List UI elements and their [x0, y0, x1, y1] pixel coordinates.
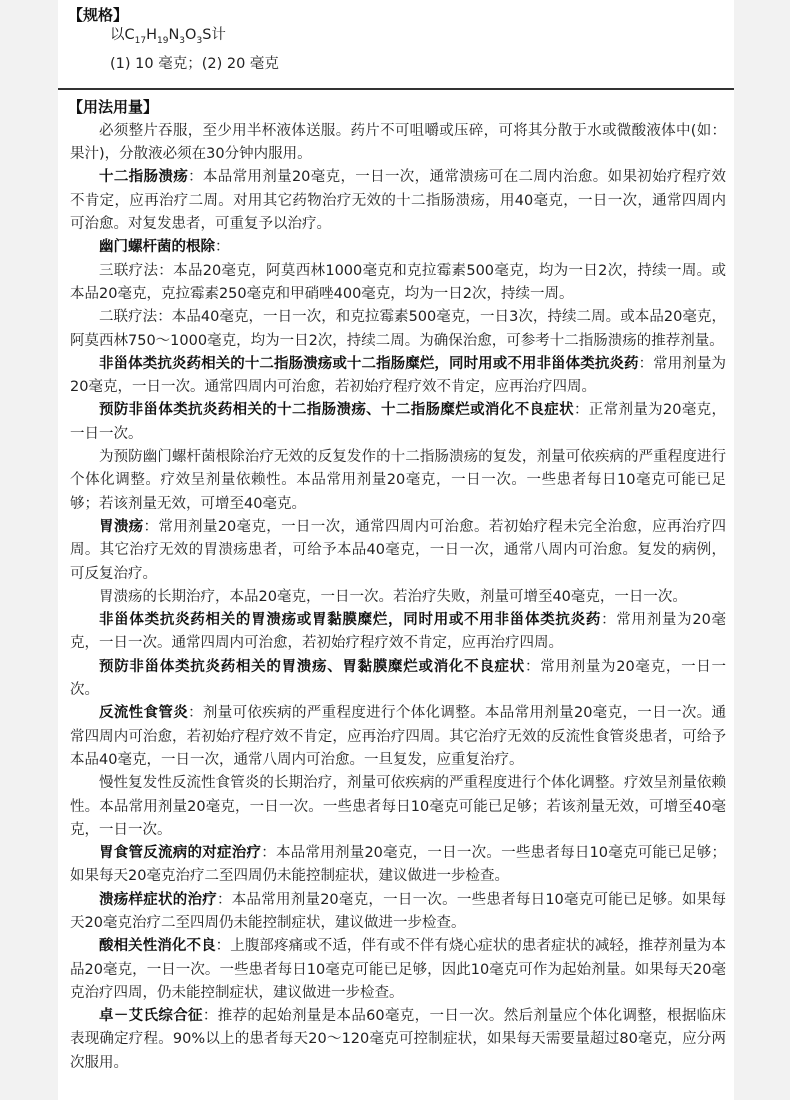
paragraph-text: ：常用剂量为20毫克，一日一次。通常四周内可治愈，若初始疗程疗效不肯定，应再治疗四周。 [70, 355, 727, 396]
spec-heading: 【规格】 [68, 6, 129, 24]
formula-element: C [124, 27, 135, 43]
paragraph-text: 胃溃疡的长期治疗，本品20毫克，一日一次。若治疗失败，剂量可增至40毫克，一日一次。 [99, 588, 687, 605]
indication-title: 幽门螺杆菌的根除 [99, 239, 215, 256]
paragraph-text: 必须整片吞服，至少用半杯液体送服。药片不可咀嚼或压碎，可将其分散于水或微酸液体中(如：果汁)，分散液必须在30分钟内服用。 [70, 122, 726, 163]
strengths-line: (1) 10 毫克；(2) 20 毫克 [110, 55, 279, 72]
formula-subscript: 3 [179, 35, 186, 46]
paragraph-text: 为预防幽门螺杆菌根除治疗无效的反复发作的十二指肠溃疡的复发，剂量可依疾病的严重程度进行个体化调整。疗效呈剂量依赖性。本品常用剂量20毫克，一日一次。一些患者每日10毫克可能已足够；若该剂量无效，可增至40毫克。 [70, 449, 726, 512]
indication-title: 反流性食管炎 [99, 705, 189, 722]
usage-paragraph [70, 935, 726, 1005]
usage-paragraph [70, 609, 726, 656]
formula-element: H [146, 27, 157, 43]
paragraph-text: ：本品常用剂量20毫克，一日一次，通常溃疡可在二周内治愈。如果初始疗程疗效不肯定，应再治疗二周。对用其它药物治疗无效的十二指肠溃疡，用40毫克，一日一次，通常四周内可治愈。对复发患者，可重复予以治疗。 [70, 169, 727, 233]
paragraph-text: ：本品常用剂量20毫克，一日一次。一些患者每日10毫克可能已足够。如果每天20毫克治疗二至四周仍未能控制症状，建议做进一步检查。 [70, 891, 726, 931]
indication-title: 胃食管反流病的对症治疗 [99, 845, 262, 862]
usage-paragraph [70, 236, 726, 259]
formula-prefix: 以 [110, 27, 125, 43]
usage-paragraph [70, 120, 726, 167]
indication-title: 溃疡样症状的治疗 [99, 891, 217, 908]
usage-paragraph [70, 586, 726, 609]
usage-body [58, 116, 734, 1075]
usage-paragraph [70, 399, 726, 446]
indication-title: 胃溃疡 [99, 518, 144, 535]
usage-paragraph [70, 446, 726, 516]
paragraph-text: ：常用剂量为20毫克，一日一次。通常四周内可治愈，若初始疗程疗效不肯定，应再治疗四周。 [70, 612, 727, 652]
paragraph-text: ：正常剂量为20毫克，一日一次。 [70, 402, 727, 442]
paragraph-text: 三联疗法：本品20毫克，阿莫西林1000毫克和克拉霉素500毫克，均为一日2次，持续一周。或本品20毫克，克拉霉素250毫克和甲硝唑400毫克，均为一日2次，持续一周。 [70, 262, 726, 302]
usage-paragraph [70, 842, 726, 889]
paragraph-text: ：剂量可依疾病的严重程度进行个体化调整。本品常用剂量20毫克，一日一次。通常四周内可治愈，若初始疗程疗效不肯定，应再治疗四周。其它治疗无效的反流性食管炎患者，可给予本品40毫克，一日一次，通常八周内可治愈。一旦复发，应重复治疗。 [70, 705, 727, 768]
usage-paragraph [70, 889, 726, 936]
paragraph-text: 二联疗法：本品40毫克，一日一次，和克拉霉素500毫克，一日3次，持续二周。或本品20毫克，阿莫西林750～1000毫克，均为一日2次，持续二周。为确保治愈，可参考十二指肠溃疡的推荐剂量。 [70, 309, 726, 349]
paragraph-text: ：本品常用剂量20毫克，一日一次。一些患者每日10毫克可能已足够；如果每天20毫克治疗二至四周仍未能控制症状，建议做进一步检查。 [70, 845, 727, 885]
usage-paragraph [70, 260, 726, 307]
usage-paragraph [70, 656, 726, 703]
paragraph-text: 慢性复发性反流性食管炎的长期治疗，剂量可依疾病的严重程度进行个体化调整。疗效呈剂量依赖性。本品常用剂量20毫克，一日一次。一些患者每日10毫克可能已足够；若该剂量无效，可增至40毫克，一日一次。 [70, 775, 726, 838]
indication-title: 酸相关性消化不良 [99, 938, 216, 955]
indication-title: 预防非甾体类抗炎药相关的十二指肠溃疡、十二指肠糜烂或消化不良症状 [99, 402, 574, 419]
formula-subscript: 3 [196, 35, 203, 46]
usage-paragraph [70, 166, 726, 236]
formula-line [110, 24, 734, 53]
usage-paragraph [70, 306, 726, 353]
formula-suffix: 计 [211, 27, 226, 43]
formula-element: N [168, 27, 180, 43]
indication-title: 卓－艾氏综合征 [99, 1008, 203, 1025]
chemical-formula [124, 27, 212, 46]
usage-paragraph [70, 516, 726, 586]
usage-paragraph [70, 702, 726, 772]
spec-content [58, 24, 734, 76]
usage-heading: 【用法用量】 [58, 88, 734, 116]
paragraph-text: ：推荐的起始剂量是本品60毫克，一日一次。然后剂量应个体化调整，根据临床表现确定疗程。90%以上的患者每天20～120毫克可控制症状，如果每天需要量超过80毫克，应分两次服用。 [70, 1008, 727, 1071]
paragraph-text: ：常用剂量为20毫克，一日一次。 [70, 658, 726, 699]
indication-title: 非甾体类抗炎药相关的十二指肠溃疡或十二指肠糜烂，同时用或不用非甾体类抗炎药 [99, 355, 639, 372]
indication-title: 预防非甾体类抗炎药相关的胃溃疡、胃黏膜糜烂或消化不良症状 [99, 658, 525, 675]
document-page [58, 0, 734, 1100]
paragraph-text: ：上腹部疼痛或不适，伴有或不伴有烧心症状的患者症状的减轻，推荐剂量为本品20毫克，一日一次。一些患者每日10毫克可能已足够，因此10毫克可作为起始剂量。如果每天20毫克治疗四周，仍未能控制症状，建议做进一步检查。 [70, 938, 727, 1001]
usage-paragraph [70, 353, 726, 400]
usage-paragraph [70, 772, 726, 842]
paragraph-text: ： [215, 239, 230, 256]
usage-paragraph [70, 1005, 726, 1075]
paragraph-text: ：常用剂量20毫克，一日一次，通常四周内可治愈。若初始疗程未完全治愈，应再治疗四周。其它治疗无效的胃溃疡患者，可给予本品40毫克，一日一次，通常八周内可治愈。复发的病例，可反复治疗。 [70, 518, 726, 582]
formula-element: S [202, 27, 212, 43]
formula-element: O [185, 27, 197, 43]
indication-title: 非甾体类抗炎药相关的胃溃疡或胃黏膜糜烂，同时用或不用非甾体类抗炎药 [99, 612, 602, 629]
formula-subscript: 17 [134, 35, 147, 46]
formula-subscript: 19 [156, 35, 169, 46]
indication-title: 十二指肠溃疡 [99, 169, 189, 186]
